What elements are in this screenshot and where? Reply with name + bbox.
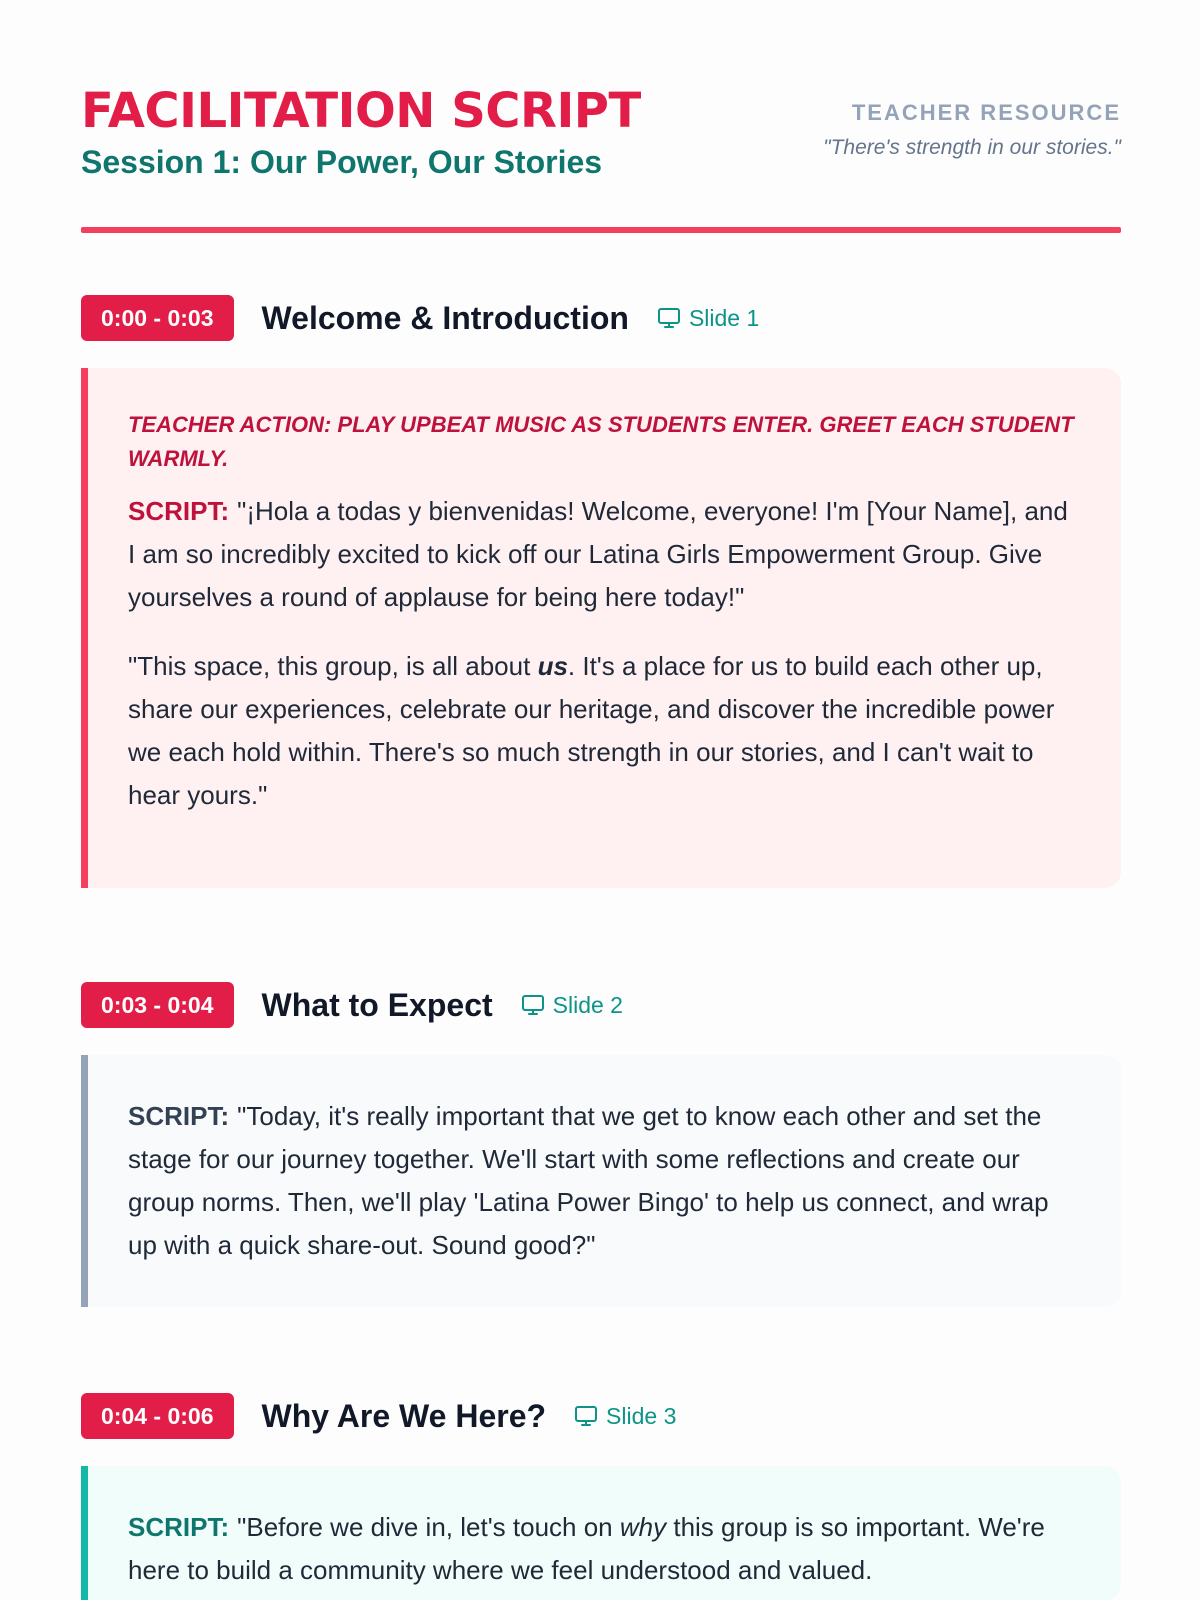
section-header (81, 295, 1121, 341)
teacher-action: TEACHER ACTION: PLAY UPBEAT MUSIC AS STUDENTS ENTER. GREET EACH STUDENT WARMLY. (128, 412, 1074, 471)
time-badge: 0:04 - 0:06 (81, 1393, 234, 1439)
section-welcome (81, 295, 1121, 810)
section-why-are-we-here (81, 1393, 1121, 1585)
facilitation-script-page (81, 0, 1121, 1600)
slide-label: Slide 2 (552, 991, 623, 1018)
section-title: What to Expect (261, 986, 493, 1023)
slide-reference (574, 1403, 676, 1430)
header-divider (81, 227, 1121, 233)
script-box (81, 368, 1121, 888)
script-label: SCRIPT: (128, 1101, 230, 1131)
script-paragraph (128, 490, 1075, 619)
emphasis-text: why (619, 1512, 667, 1542)
script-text: . It's a place for us to build each other up, share our experiences, celebrate our heritage, and discover the incredible power we each hold within. There's so much strength in our stories, and I can't wait to hear yours." (128, 651, 1055, 810)
slide-label: Slide 1 (688, 304, 760, 331)
script-paragraph (128, 1095, 1075, 1267)
script-label: SCRIPT: (128, 496, 230, 526)
script-text: "This space, this group, is all about (128, 651, 538, 681)
page-title: FACILITATION SCRIPT (81, 83, 641, 139)
time-badge: 0:00 - 0:03 (81, 295, 234, 341)
emphasis-text: us (537, 651, 568, 681)
time-badge: 0:03 - 0:04 (81, 982, 234, 1028)
slide-reference (521, 992, 623, 1019)
script-text: "Today, it's really important that we get to know each other and set the stage for our journey together. We'll start with some reflections and create our group norms. Then, we'll play 'Latina Power Bingo' to help us connect, and wrap up with a quick share-out. Sound good?" (128, 1101, 1049, 1260)
script-paragraph (128, 645, 1075, 817)
section-header (81, 982, 1121, 1028)
script-box (81, 1466, 1121, 1600)
header-quote: "There's strength in our stories." (823, 136, 1121, 159)
section-header (81, 1393, 1121, 1439)
slide-reference (657, 305, 759, 332)
script-text: "¡Hola a todas y bienvenidas! Welcome, everyone! I'm [Your Name], and I am so incredibly excited to kick off our Latina Girls Empowerment Group. Give yourselves a round of applause for being here today!" (128, 496, 1068, 612)
section-what-to-expect (81, 982, 1121, 1260)
script-paragraph (128, 1506, 1075, 1592)
script-box (81, 1055, 1121, 1307)
monitor-icon (521, 993, 545, 1017)
section-title: Welcome & Introduction (261, 299, 629, 336)
slide-label: Slide 3 (606, 1402, 677, 1429)
script-text: this group is so important. We're here to build a community where we feel understood and valued. (128, 1512, 1045, 1585)
session-title: Session 1: Our Power, Our Stories (81, 144, 603, 180)
document-header (81, 82, 1121, 192)
section-title: Why Are We Here? (261, 1397, 547, 1434)
script-text: "Before we dive in, let's touch on (237, 1512, 620, 1542)
resource-label: TEACHER RESOURCE (851, 100, 1121, 125)
script-label: SCRIPT: (128, 1512, 230, 1542)
monitor-icon (657, 306, 681, 330)
monitor-icon (574, 1404, 598, 1428)
